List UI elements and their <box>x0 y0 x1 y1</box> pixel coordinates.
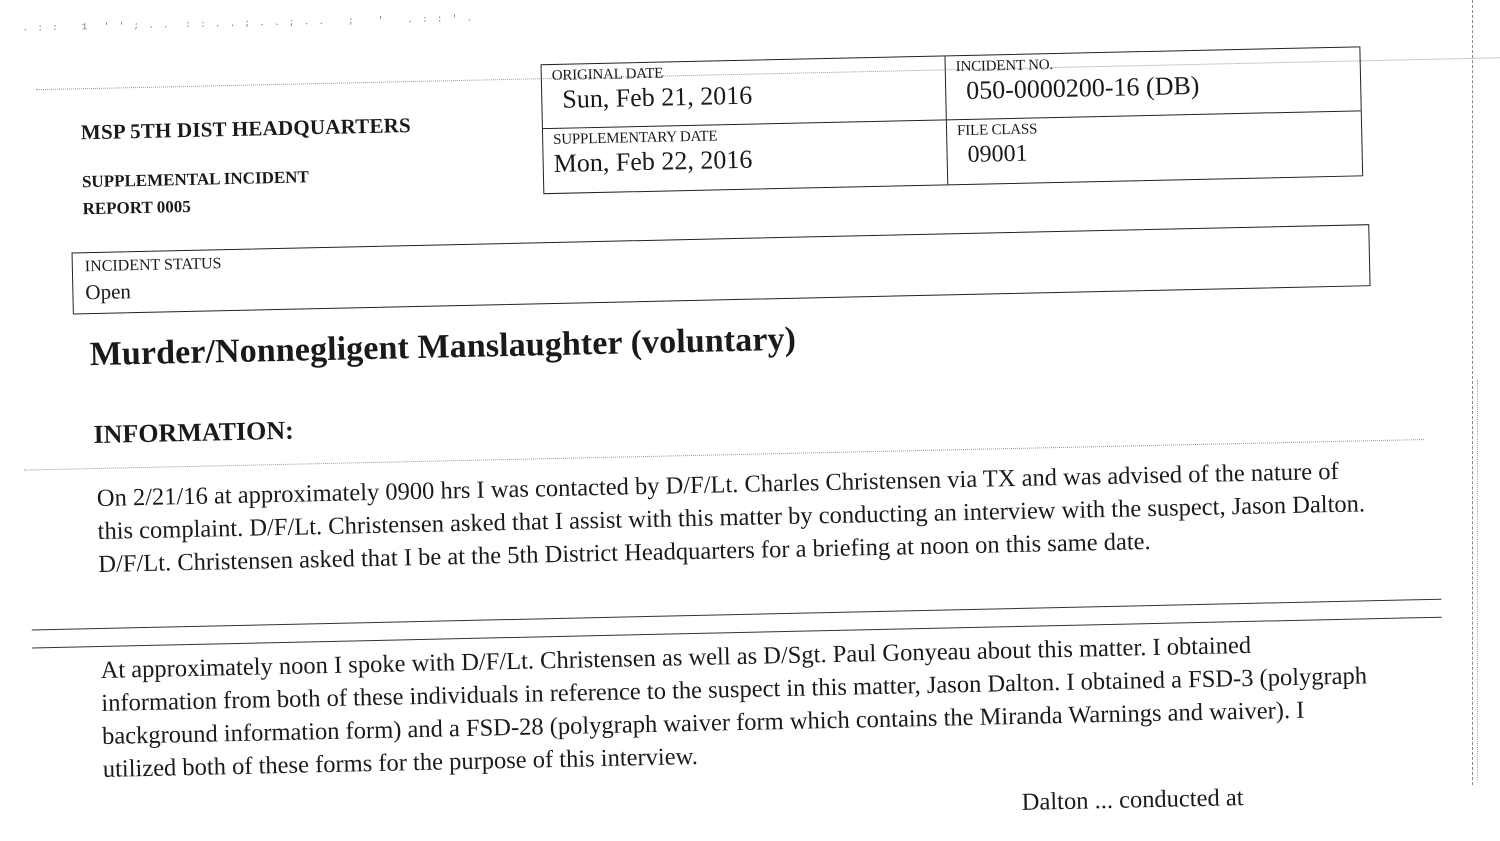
file-class-cell <box>947 111 1362 184</box>
incident-status-label: INCIDENT STATUS <box>84 255 222 276</box>
original-date-label: ORIGINAL DATE <box>551 65 664 84</box>
file-class-label: FILE CLASS <box>956 121 1038 140</box>
narrative-paragraph-2: At approximately noon I spoke with D/F/Lt. Christensen as well as D/Sgt. Paul Gonyeau about this matter. I obtained information from both of these individuals in reference to the suspect in this matter, Jason Dalton. I obtained a FSD-3 (polygraph background information form) and a FSD-28 (polygraph waiver form which contains the Miranda Warnings and waiver). I utilized both of these forms for the purpose of this interview. <box>100 631 1368 783</box>
supplementary-date-value: Mon, Feb 22, 2016 <box>553 144 753 178</box>
agency-name: MSP 5TH DIST HEADQUARTERS <box>80 113 412 145</box>
original-date-cell <box>542 56 947 129</box>
section-heading-information: INFORMATION: <box>93 415 295 450</box>
incident-no-cell <box>945 47 1360 120</box>
incident-no-value: 050-0000200-16 (DB) <box>965 70 1200 105</box>
narrative-paragraph-1: On 2/21/16 at approximately 0900 hrs I was contacted by D/F/Lt. Charles Christensen via TX and was advised of the nature of this complaint. D/F/Lt. Christensen asked that I assist with this matter by conducting an interview with the suspect, Jason Dalton. D/F/Lt. Christensen asked that I be at the 5th District Headquarters for a briefing at noon on this same date. <box>96 457 1366 578</box>
offense-title: Murder/Nonnegligent Manslaughter (voluntary) <box>89 320 797 374</box>
supplementary-date-label: SUPPLEMENTARY DATE <box>553 128 718 148</box>
incident-no-label: INCIDENT NO. <box>955 57 1054 76</box>
report-title-line-2: REPORT 0005 <box>82 196 191 219</box>
report-title-line-1: SUPPLEMENTAL INCIDENT <box>81 167 310 192</box>
report-title <box>82 163 310 222</box>
original-date-value: Sun, Feb 21, 2016 <box>561 80 753 114</box>
incident-status-value: Open <box>85 279 132 305</box>
file-class-value: 09001 <box>967 140 1028 168</box>
scan-header-noise: . : : 1 ' ' ; . . : : . . ; . . ; . . ; ' . : : ' . <box>22 13 475 34</box>
supplementary-date-cell <box>543 120 948 193</box>
narrative-paragraph-3-partial: Dalton ... conducted at <box>1021 784 1244 816</box>
scan-fold-line <box>32 599 1442 631</box>
incident-info-box <box>541 46 1364 194</box>
incident-status-box <box>72 224 1371 314</box>
